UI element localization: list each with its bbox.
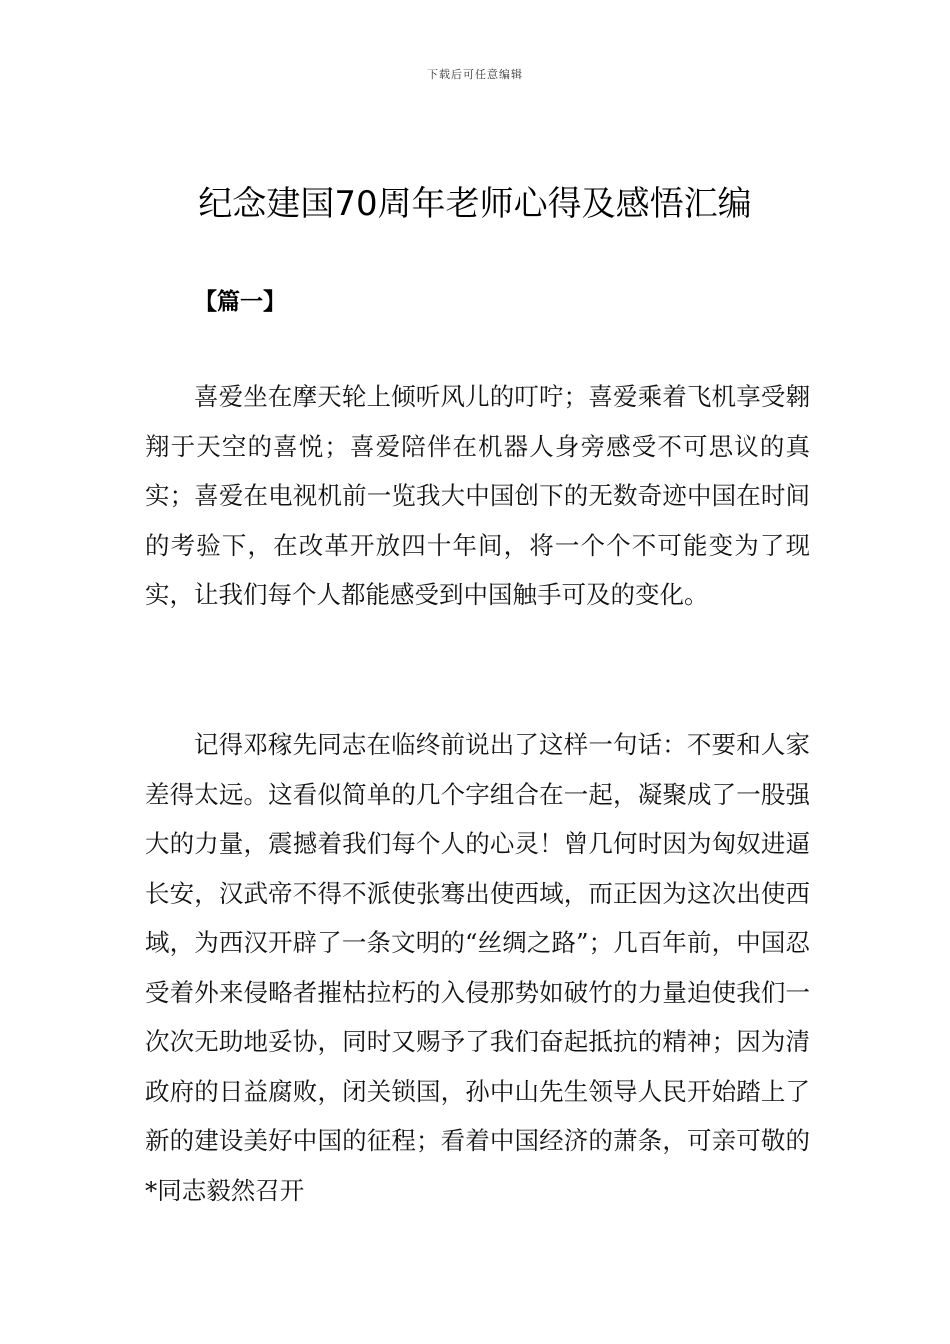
header-note: 下载后可任意编辑: [427, 68, 523, 81]
paragraph-1: 喜爱坐在摩天轮上倾听风儿的叮咛；喜爱乘着飞机享受翱翔于天空的喜悦；喜爱陪伴在机器人身旁感受不可思议的真实；喜爱在电视机前一览我大中国创下的无数奇迹中国在时间的考验下，在改革开放四十年间，将一个个不可能变为了现实，让我们每个人都能感受到中国触手可及的变化。: [145, 382, 810, 609]
paragraph-2: 记得邓稼先同志在临终前说出了这样一句话：不要和人家差得太远。这看似简单的几个字组合在一起，凝聚成了一股强大的力量，震撼着我们每个人的心灵！曾几何时因为匈奴进逼长安，汉武帝不得不派使张骞出使西域，而正因为这次出使西域，为西汉开辟了一条文明的“丝绸之路”；几百年前，中国忍受着外来侵略者摧枯拉朽的入侵那势如破竹的力量迫使我们一次次无助地妥协，同时又赐予了我们奋起抵抗的精神；因为清政府的日益腐败，闭关锁国，孙中山先生领导人民开始踏上了新的建设美好中国的征程；看着中国经济的萧条，可亲可敬的*同志毅然召开: [145, 730, 810, 1205]
section-label: 【篇一】: [194, 289, 286, 315]
document-title: 纪念建国70周年老师心得及感悟汇编: [198, 184, 752, 224]
